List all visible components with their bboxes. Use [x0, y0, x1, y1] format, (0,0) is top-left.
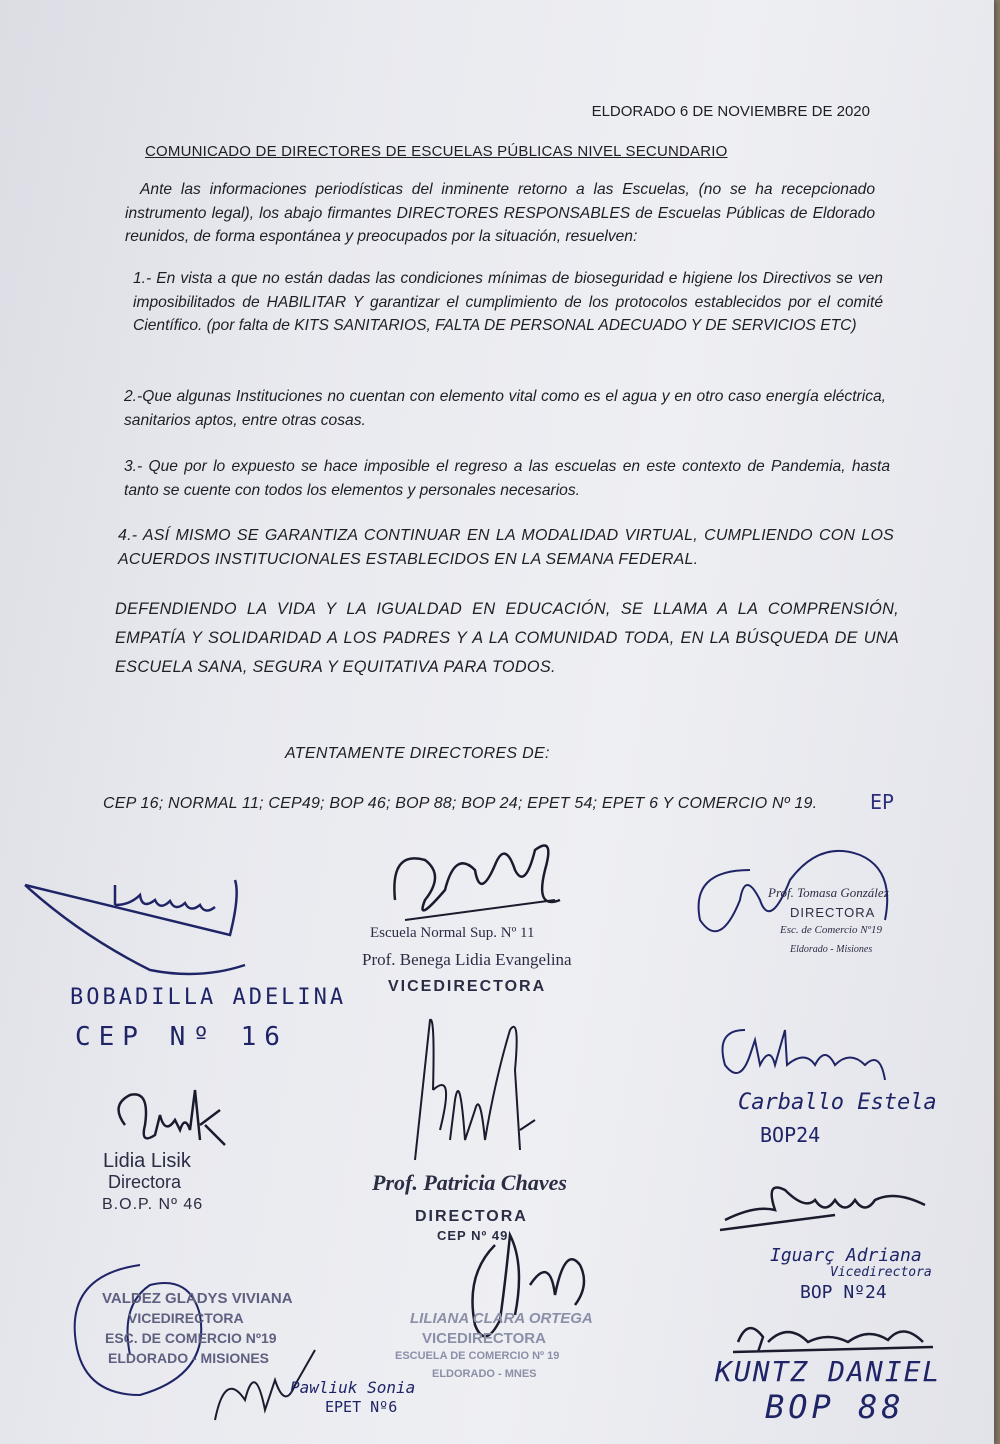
signature-scribble-4: [105, 1085, 235, 1155]
signer-7-role: Vicedirectora: [830, 1265, 932, 1280]
signer-8-school: ESC. DE COMERCIO Nº19: [105, 1330, 277, 1346]
signer-1-name: BOBADILLA ADELINA: [70, 985, 347, 1010]
signer-5-role: DIRECTORA: [415, 1208, 528, 1225]
signer-8-name: VALDEZ GLADYS VIVIANA: [102, 1290, 293, 1307]
signer-8-role: VICEDIRECTORA: [128, 1310, 244, 1326]
signer-10-school: EPET Nº6: [325, 1398, 398, 1416]
signer-9-school: ESCUELA DE COMERCIO Nº 19: [395, 1350, 560, 1362]
signer-2-role: VICEDIRECTORA: [388, 978, 547, 995]
signer-2-stamp-school: Escuela Normal Sup. Nº 11: [370, 925, 535, 941]
signature-scribble-2: [385, 830, 565, 940]
statement-paragraph: DEFENDIENDO LA VIDA Y LA IGUALDAD EN EDUCACIÓN, SE LLAMA A LA COMPRENSIÓN, EMPATÍA Y SOLIDARIDAD A LOS PADRES Y A LA COMUNIDAD TODA, EN LA BÚSQUEDA DE UNA ESCUELA SANA, SEGURA Y EQUITATIVA PARA TODOS.: [115, 600, 899, 676]
schools-handwritten-suffix: EP: [870, 790, 895, 814]
signer-9-role: VICEDIRECTORA: [422, 1330, 546, 1347]
signer-6-school: BOP24: [760, 1123, 821, 1147]
signer-8-place: ELDORADO - MISIONES: [108, 1350, 270, 1366]
signer-4-school: B.O.P. Nº 46: [102, 1196, 204, 1213]
letter-date: ELDORADO 6 DE NOVIEMBRE DE 2020: [591, 103, 870, 120]
signer-11-school: BOP 88: [765, 1388, 905, 1426]
closing-line: ATENTAMENTE DIRECTORES DE:: [285, 745, 550, 762]
signer-9-name: LILIANA CLARA ORTEGA: [410, 1310, 593, 1327]
signer-2-stamp-name: Prof. Benega Lidia Evangelina: [362, 950, 572, 969]
signer-5-school: CEP Nº 49: [437, 1228, 509, 1243]
point-4: 4.- ASÍ MISMO SE GARANTIZA CONTINUAR EN LA MODALIDAD VIRTUAL, CUMPLIENDO CON LOS ACUERDOS INSTITUCIONALES ESTABLECIDOS EN LA SEMANA FEDERAL.: [118, 527, 894, 568]
schools-list: CEP 16; NORMAL 11; CEP49; BOP 46; BOP 88; BOP 24; EPET 54; EPET 6 Y COMERCIO Nº 19.: [103, 795, 818, 812]
signer-3-stamp-place: Eldorado - Misiones: [790, 944, 873, 955]
signer-4-role: Directora: [108, 1172, 182, 1192]
signer-3-stamp-school: Esc. de Comercio Nº19: [780, 924, 882, 936]
letter-title: COMUNICADO DE DIRECTORES DE ESCUELAS PÚBLICAS NIVEL SECUNDARIO: [145, 143, 728, 160]
signature-scribble-1: [20, 875, 250, 985]
signer-11-name: KUNTZ DANIEL: [715, 1355, 942, 1388]
signer-4-name: Lidia Lisik: [103, 1150, 191, 1172]
signature-scribble-7: [715, 1170, 935, 1250]
signer-5-stamp-name: Prof. Patricia Chaves: [372, 1170, 567, 1195]
signer-3-stamp-name: Prof. Tomasa González: [768, 885, 889, 900]
signer-7-name: Iguarç Adriana: [770, 1245, 922, 1266]
signer-1-school: CEP Nº 16: [75, 1022, 288, 1052]
signer-10-name: Pawliuk Sonia: [290, 1378, 416, 1397]
signer-6-name: Carballo Estela: [738, 1090, 937, 1115]
signer-9-place: ELDORADO - MNES: [432, 1368, 537, 1380]
point-1: 1.- En vista a que no están dadas las condiciones mínimas de bioseguridad e higiene los Directivos se ven imposibilitados de HABILITAR Y garantizar el cumplimiento de los protocolos establecidos por el comité Científico. (por falta de KITS SANITARIOS, FALTA DE PERSONAL ADECUADO Y DE SERVICIOS ETC): [133, 270, 883, 334]
signer-7-school: BOP Nº24: [800, 1282, 887, 1303]
signature-scribble-6: [715, 1010, 895, 1090]
signer-3-role: DIRECTORA: [790, 905, 876, 920]
signature-scribble-5: [395, 1010, 545, 1180]
point-3: 3.- Que por lo expuesto se hace imposible el regreso a las escuelas en este contexto de Pandemia, hasta tanto se cuente con todos los elementos y personales necesarios.: [124, 458, 890, 499]
point-2: 2.-Que algunas Instituciones no cuentan con elemento vital como es el agua y en otro caso energía eléctrica, sanitarios aptos, entre otras cosas.: [124, 388, 886, 429]
intro-paragraph: Ante las informaciones periodísticas del inminente retorno a las Escuelas, (no se ha recepcionado instrumento legal), los abajo firmantes DIRECTORES RESPONSABLES de Escuelas Públicas de Eldorado reunidos, de forma espontánea y preocupados por la situación, resuelven:: [125, 181, 875, 245]
